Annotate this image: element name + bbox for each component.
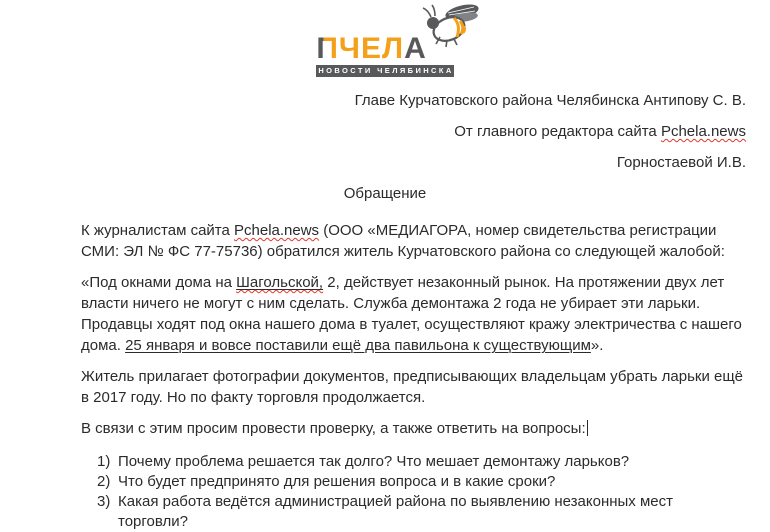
pchela-logo xyxy=(316,0,453,77)
p1-text: К журналистам сайта xyxy=(81,222,234,239)
p1-text: (ООО «МЕДИАГОРА, номер свидетельства регистрации СМИ: ЭЛ № ФС 77-75736) обратился житель Курчатовского района со следующей жалобой: xyxy=(81,222,725,260)
street-name-spellcheck: Шагольской, xyxy=(236,274,324,291)
paragraph-complaint-quote xyxy=(81,272,746,356)
document-body[interactable] xyxy=(0,220,770,532)
p2-text: 2, действует незаконный рынок. На протяжении двух лет власти ничего не могут с ним сделать. Служба демонтажа 2 года не убирает эти ларьки. Продавцы ходят под окна нашего дома в туалет, осуществляют кражу электричества с нашего дома. xyxy=(81,274,742,354)
p2-text: «Под окнами дома на xyxy=(81,274,237,291)
question-text: Какая работа ведётся администрацией района по выявлению незаконных мест торговли? xyxy=(118,493,673,530)
question-text: Что будет предпринято для решения вопроса и в какие сроки? xyxy=(118,473,556,490)
question-item xyxy=(81,492,746,532)
street-name-underlined xyxy=(236,274,323,291)
recipient-line-addressee: Главе Курчатовского района Челябинска Антипову С. В. xyxy=(354,92,746,109)
logo-letter: П xyxy=(316,32,339,65)
question-number: 1) xyxy=(97,453,111,470)
sender-prefix: От главного редактора сайта xyxy=(454,123,661,140)
site-name-spellcheck: Pchela.news xyxy=(234,222,320,239)
question-item xyxy=(81,472,746,492)
recipient-block xyxy=(0,93,770,170)
recipient-line-sender xyxy=(0,124,746,139)
p4-text: В связи с этим просим провести проверку, а также ответить на вопросы: xyxy=(81,420,586,437)
logo-letter: Л xyxy=(382,32,405,65)
question-text: Почему проблема решается так долго? Что мешает демонтажу ларьков? xyxy=(118,453,630,470)
recipient-line-editor-name: Горностаевой И.В. xyxy=(616,154,746,171)
paragraph-intro xyxy=(81,220,746,262)
question-item xyxy=(81,452,746,472)
text-cursor xyxy=(587,420,588,436)
bee-icon xyxy=(422,1,480,48)
question-number: 2) xyxy=(97,473,111,490)
document-title: Обращение xyxy=(343,185,427,202)
p2-text: ». xyxy=(590,337,604,354)
site-name-spellcheck: Pchela.news xyxy=(660,123,746,140)
paragraph-attachments: Житель прилагает фотографии документов, предписывающих владельцам убрать ларьки ещё в 2017 году. Но по факту торговля продолжается. xyxy=(81,368,744,406)
paragraph-request xyxy=(81,418,746,439)
question-list xyxy=(81,452,746,532)
logo-letter: Е xyxy=(360,32,382,65)
underlined-fragment: 25 января и вовсе поставили ещё два павильона к существующим xyxy=(125,337,591,354)
question-number: 3) xyxy=(97,493,111,510)
logo-letter: А xyxy=(404,32,427,65)
logo-letter: Ч xyxy=(338,32,361,65)
logo-tagline-banner: НОВОСТИ ЧЕЛЯБИНСКА xyxy=(318,66,454,75)
